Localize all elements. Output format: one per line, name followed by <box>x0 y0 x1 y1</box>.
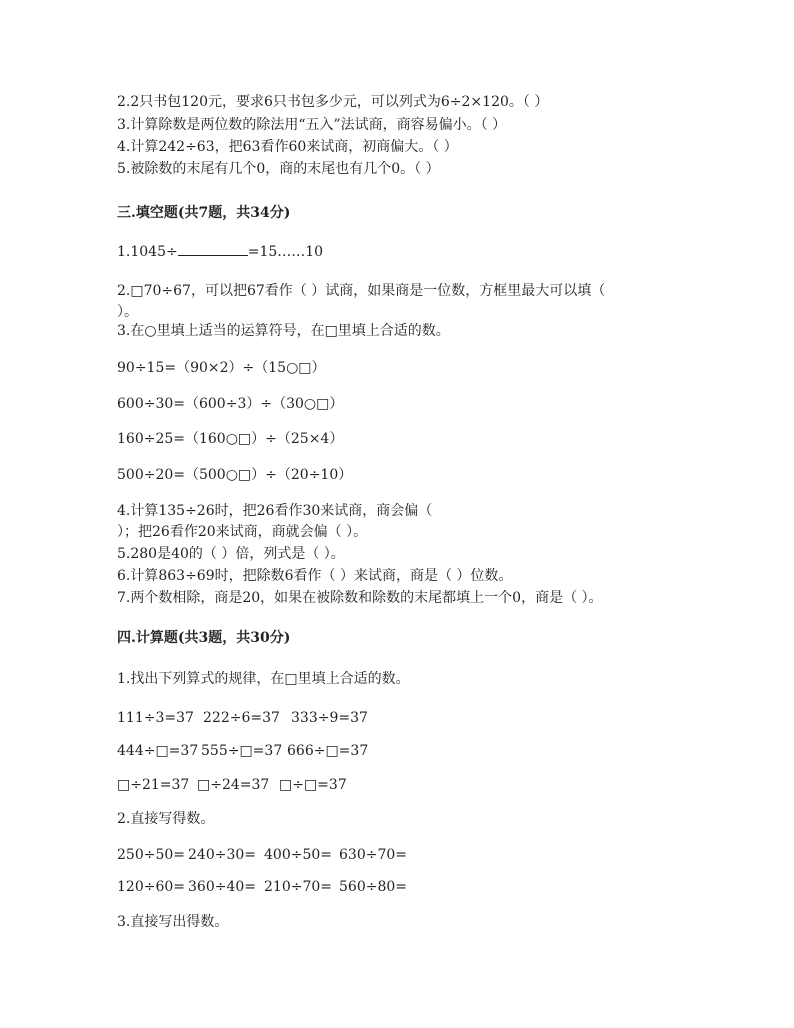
fill-q3-eq4: 500÷20=（500○□）÷（20÷10） <box>117 467 353 483</box>
fill-q3-eq1: 90÷15=（90×2）÷（15○□） <box>117 360 326 376</box>
equation: 360÷40= <box>188 879 256 895</box>
fill-q3-eq2: 600÷30=（600÷3）÷（30○□） <box>117 396 344 412</box>
fill-q2-line2: ）。 <box>117 304 138 320</box>
judge-item-5: 5.被除数的末尾有几个0，商的末尾也有几个0。（ ） <box>117 161 440 177</box>
fill-q1 <box>117 243 323 261</box>
calc-q3-intro: 3.直接写出得数。 <box>117 914 229 930</box>
equation: 333÷9=37 <box>291 710 368 726</box>
equation: 666÷□=37 <box>287 743 369 759</box>
fill-q1-left: 1.1045÷ <box>117 244 178 260</box>
equation: 444÷□=37 <box>117 743 199 759</box>
judge-item-2: 2.2只书包120元，要求6只书包多少元，可以列式为6÷2×120。（ ） <box>117 94 549 110</box>
equation: 240÷30= <box>188 847 256 863</box>
equation: 250÷50= <box>117 847 185 863</box>
equation: 630÷70= <box>339 847 407 863</box>
equation: □÷□=37 <box>279 777 347 793</box>
equation: □÷24=37 <box>197 777 270 793</box>
judge-item-3: 3.计算除数是两位数的除法用“五入”法试商，商容易偏小。（ ） <box>117 117 507 133</box>
fill-q3-intro: 3.在○里填上适当的运算符号，在□里填上合适的数。 <box>117 323 450 339</box>
fill-q1-right: =15……10 <box>247 244 324 260</box>
calc-q1-row3 <box>117 776 347 794</box>
answer-blank <box>178 243 248 256</box>
calc-q2-row1 <box>117 846 407 864</box>
equation: 111÷3=37 <box>117 710 194 726</box>
equation: □÷21=37 <box>117 777 190 793</box>
fill-q4-line1: 4.计算135÷26时，把26看作30来试商，商会偏（ <box>117 503 433 519</box>
section4-heading: 四.计算题(共3题，共30分) <box>117 630 291 646</box>
fill-q5: 5.280是40的（ ）倍，列式是（ ）。 <box>117 546 345 562</box>
equation: 560÷80= <box>339 879 407 895</box>
fill-q7: 7.两个数相除，商是20，如果在被除数和除数的末尾都填上一个0，商是（ ）。 <box>117 590 603 606</box>
fill-q3-eq3: 160÷25=（160○□）÷（25×4） <box>117 431 344 447</box>
equation: 210÷70= <box>264 879 332 895</box>
calc-q1-row2 <box>117 742 368 760</box>
calc-q2-intro: 2.直接写得数。 <box>117 811 215 827</box>
calc-q1-row1 <box>117 709 368 727</box>
calc-q2-row2 <box>117 878 407 896</box>
equation: 120÷60= <box>117 879 185 895</box>
fill-q2-line1: 2.□70÷67，可以把67看作（ ）试商，如果商是一位数，方框里最大可以填（ <box>117 283 606 299</box>
equation: 222÷6=37 <box>203 710 280 726</box>
fill-q6: 6.计算863÷69时，把除数6看作（ ）来试商，商是（ ）位数。 <box>117 568 513 584</box>
equation: 400÷50= <box>264 847 332 863</box>
equation: 555÷□=37 <box>201 743 283 759</box>
section3-heading: 三.填空题(共7题，共34分) <box>117 205 291 221</box>
judge-item-4: 4.计算242÷63，把63看作60来试商，初商偏大。（ ） <box>117 139 458 155</box>
fill-q4-line2: ）；把26看作20来试商，商就会偏（ ）。 <box>117 524 368 540</box>
calc-q1-intro: 1.找出下列算式的规律，在□里填上合适的数。 <box>117 671 410 687</box>
